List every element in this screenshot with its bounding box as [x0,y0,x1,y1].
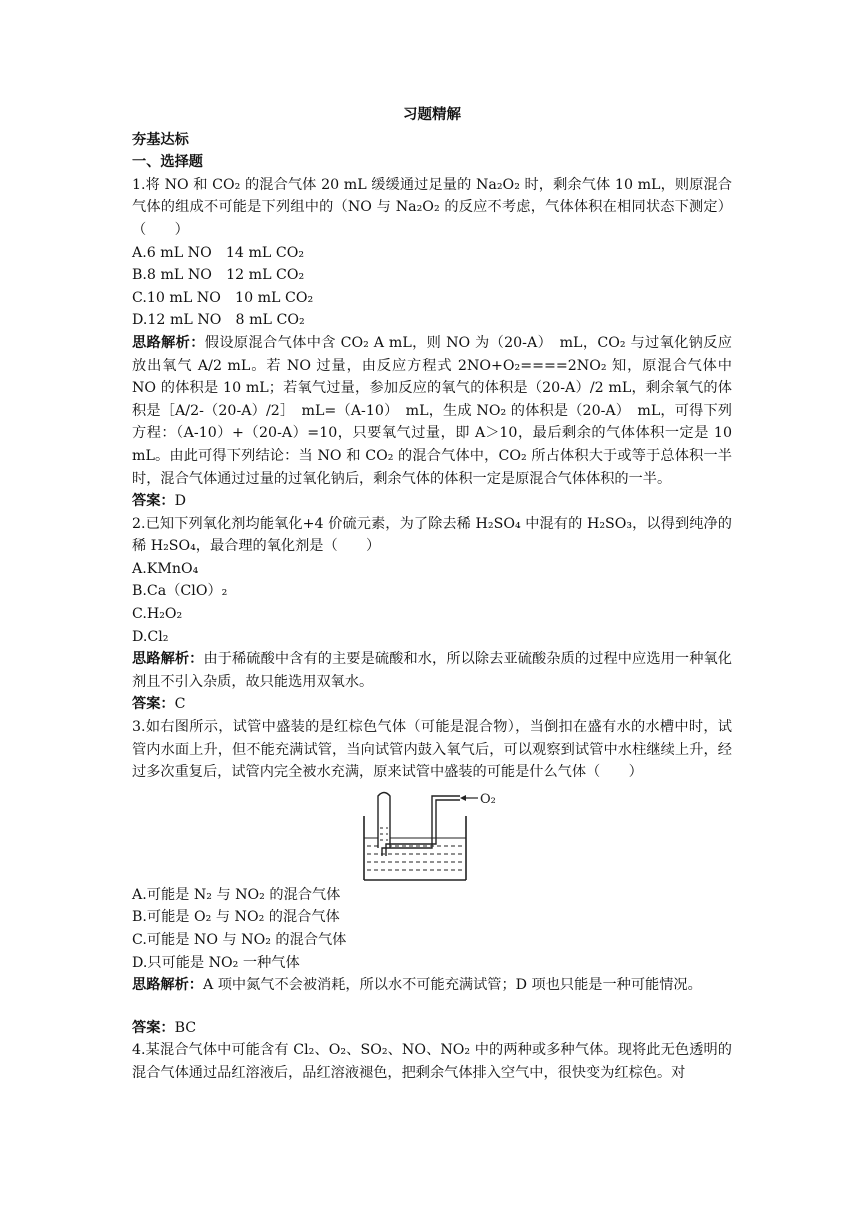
question-3-analysis [132,974,732,997]
question-2-option-a: A.KMnO₄ [132,560,199,577]
page-title: 习题精解 [403,107,461,123]
analysis-text: A 项中氮气不会被消耗，所以水不可能充满试管；D 项也只能是一种可能情况。 [202,977,702,994]
question-4-stem: 4.某混合气体中可能含有 Cl₂、O₂、SO₂、NO、NO₂ 中的两种或多种气体。现将此无色透明的混合气体通过品红溶液后，品红溶液褪色，把剩余气体排入空气中，很快变为红棕色。对 [132,1042,732,1081]
answer-label: 答案： [132,696,175,713]
answer-label: 答案： [132,1019,175,1036]
apparatus-figure [362,788,502,882]
analysis-text: 假设原混合气体中含 CO₂ A mL，则 NO 为（20-A） mL，CO₂ 与过氧化钠反应放出氧气 A/2 mL。若 NO 过量，由反应方程式 2NO+O₂====2NO₂ 知，原混合气体中 NO 的体积是 10 mL；若氧气过量，参加反应的氧气的体积是（20-A）/2 mL，剩余氧气的体积是［A/2-（20-A）/2］ mL=（A-10） mL，生成 NO₂ 的体积是（20-A） mL，可得下列方程：（A-10）+（20-A）=10，只要氧气过量，即 A＞10，最后剩余的气体体积一定是 10 mL。由此可得下列结论：当 NO 和 CO₂ 的混合气体中，CO₂ 所占体积大于或等于总体积一半时，混合气体通过过量的过氧化钠后，剩余气体的体积一定是原混合气体体积的一半。 [132,334,732,487]
document-page [132,104,732,1085]
question-1-option-c: C.10 mL NO 10 mL CO₂ [132,289,314,306]
question-1-option-a: A.6 mL NO 14 mL CO₂ [132,244,305,261]
question-2-answer [132,693,732,716]
answer-value: BC [174,1019,197,1036]
question-1-answer [132,490,732,513]
answer-label: 答案： [132,493,175,510]
question-3-option-c: C.可能是 NO 与 NO₂ 的混合气体 [132,932,347,948]
oxygen-label: O₂ [480,791,496,807]
analysis-label: 思路解析： [132,334,205,351]
answer-value: C [174,696,186,713]
test-tube [378,792,390,848]
question-1-option-d: D.12 mL NO 8 mL CO₂ [132,312,305,329]
question-2-option-b: B.Ca（ClO）₂ [132,583,228,600]
question-3-answer [132,1017,732,1040]
question-1-option-b: B.8 mL NO 12 mL CO₂ [132,267,305,284]
question-3-option-a: A.可能是 N₂ 与 NO₂ 的混合气体 [132,886,341,903]
question-2-stem: 2.已知下列氧化剂均能氧化+4 价硫元素，为了除去稀 H₂SO₄ 中混有的 H₂SO₃，以得到纯净的稀 H₂SO₄，最合理的氧化剂是（ ） [132,515,732,555]
arrow-head [460,795,466,801]
question-3-option-b: B.可能是 O₂ 与 NO₂ 的混合气体 [132,909,340,926]
section-heading: 夯基达标 [132,131,189,148]
question-1-analysis [132,332,732,490]
question-3-option-d: D.只可能是 NO₂ 一种气体 [132,954,300,971]
analysis-label: 思路解析： [132,651,204,668]
question-1-stem: 1.将 NO 和 CO₂ 的混合气体 20 mL 缓缓通过足量的 Na₂O₂ 时，剩余气体 10 mL，则原混合气体的组成不可能是下列组中的（NO 与 Na₂O₂ 的反应不考虑，气体体积在相同状态下测定）（ ） [132,176,732,238]
question-2-option-c: C.H₂O₂ [132,606,183,623]
answer-value: D [174,493,186,510]
analysis-label: 思路解析： [132,977,203,994]
spacer [132,997,732,1017]
question-2-option-d: D.Cl₂ [132,628,169,645]
question-3-stem: 3.如右图所示，试管中盛装的是红棕色气体（可能是混合物），当倒扣在盛有水的水槽中时，试管内水面上升，但不能充满试管，当向试管内鼓入氧气后，可以观察到试管中水柱继续上升，经过多次重复后，试管内完全被水充满，原来试管中盛装的可能是什么气体（ ） [132,719,732,781]
question-2-analysis [132,648,732,693]
analysis-text: 由于稀硫酸中含有的主要是硫酸和水，所以除去亚硫酸杂质的过程中应选用一种氧化剂且不引入杂质，故只能选用双氧水。 [132,651,732,690]
section-subheading: 一、选择题 [132,154,203,171]
delivery-tube-outer [382,796,460,856]
apparatus-diagram [362,788,502,882]
